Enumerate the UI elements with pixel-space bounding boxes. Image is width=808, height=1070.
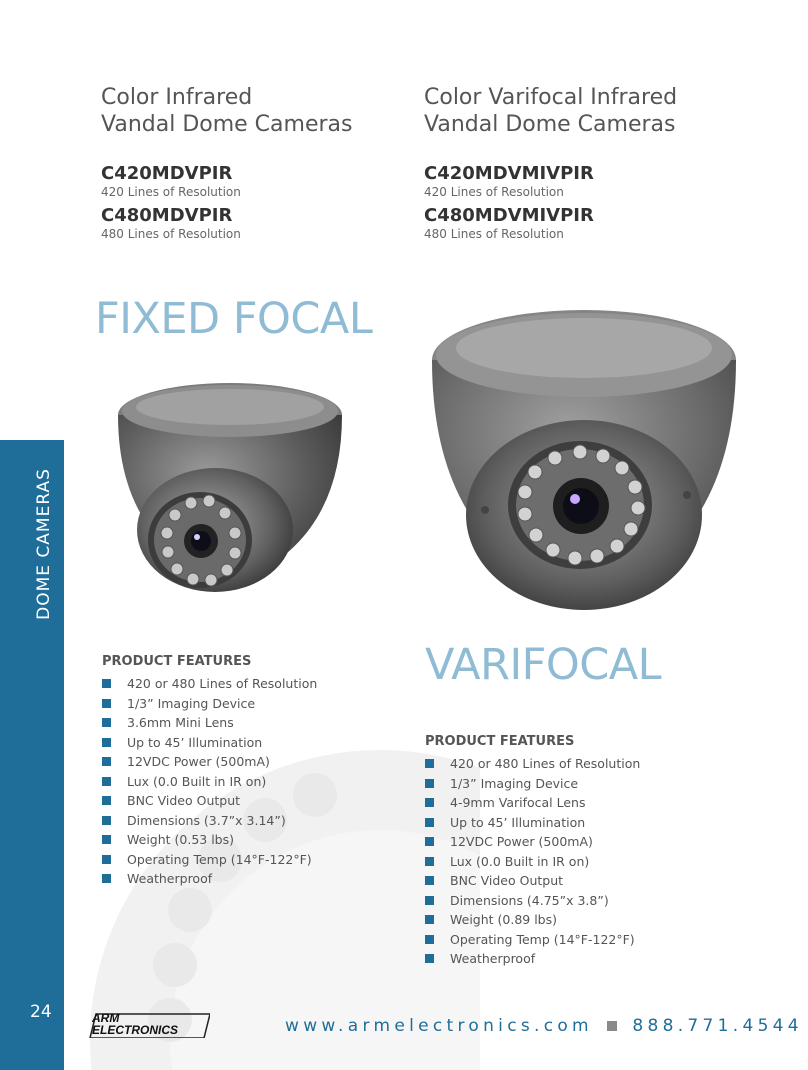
left-heading-line2: Vandal Dome Cameras (101, 112, 353, 137)
list-item: Weight (0.89 lbs) (425, 910, 745, 930)
right-header (424, 84, 784, 247)
list-item: 1/3” Imaging Device (102, 694, 402, 714)
bullet-square-icon (102, 816, 111, 825)
footer-contact (285, 1016, 803, 1036)
fixed-focal-camera-image (105, 375, 355, 600)
list-item: Lux (0.0 Built in IR on) (425, 852, 745, 872)
left-heading-line1: Color Infrared (101, 85, 253, 110)
arm-electronics-logo (86, 1008, 210, 1038)
varifocal-label: VARIFOCAL (425, 640, 662, 690)
list-item: Weight (0.53 lbs) (102, 830, 402, 850)
left-resolution-2: 480 Lines of Resolution (101, 227, 241, 241)
bullet-square-icon (102, 796, 111, 805)
right-resolution-2: 480 Lines of Resolution (424, 227, 564, 241)
list-item: BNC Video Output (425, 871, 745, 891)
left-model-2: C480MDVPIR (101, 205, 233, 226)
list-item: 420 or 480 Lines of Resolution (425, 754, 745, 774)
right-heading-line2: Vandal Dome Cameras (424, 112, 676, 137)
list-item: 12VDC Power (500mA) (102, 752, 402, 772)
right-resolution-1: 420 Lines of Resolution (424, 185, 564, 199)
list-item: Operating Temp (14°F-122°F) (425, 930, 745, 950)
list-item: Up to 45’ Illumination (102, 733, 402, 753)
bullet-square-icon (425, 798, 434, 807)
bullet-square-icon (425, 818, 434, 827)
left-features-title: PRODUCT FEATURES (102, 654, 252, 669)
list-item: Operating Temp (14°F-122°F) (102, 850, 402, 870)
right-model-1: C420MDVMIVPIR (424, 163, 594, 184)
right-features-title: PRODUCT FEATURES (425, 734, 575, 749)
bullet-square-icon (102, 777, 111, 786)
right-model-2: C480MDVMIVPIR (424, 205, 594, 226)
varifocal-camera-image (425, 300, 743, 620)
list-item: 420 or 480 Lines of Resolution (102, 674, 402, 694)
list-item: Lux (0.0 Built in IR on) (102, 772, 402, 792)
bullet-square-icon (102, 757, 111, 766)
bullet-square-icon (102, 835, 111, 844)
page-number: 24 (30, 1002, 52, 1022)
list-item: Dimensions (4.75”x 3.8”) (425, 891, 745, 911)
phone-number: 888.771.4544 (632, 1016, 803, 1036)
list-item: Up to 45’ Illumination (425, 813, 745, 833)
right-features (425, 734, 745, 969)
separator-square-icon (607, 1021, 617, 1031)
list-item: 4-9mm Varifocal Lens (425, 793, 745, 813)
bullet-square-icon (425, 954, 434, 963)
bullet-square-icon (102, 874, 111, 883)
list-item: 12VDC Power (500mA) (425, 832, 745, 852)
svg-text:ELECTRONICS: ELECTRONICS (92, 1023, 179, 1037)
right-features-list (425, 754, 745, 969)
left-features-list (102, 674, 402, 889)
list-item: Weatherproof (102, 869, 402, 889)
bullet-square-icon (425, 759, 434, 768)
bullet-square-icon (425, 935, 434, 944)
bullet-square-icon (425, 837, 434, 846)
fixed-focal-label: FIXED FOCAL (95, 294, 373, 344)
bullet-square-icon (425, 896, 434, 905)
left-header (101, 84, 401, 247)
bullet-square-icon (102, 699, 111, 708)
list-item: BNC Video Output (102, 791, 402, 811)
bullet-square-icon (425, 915, 434, 924)
svg-text:ARM: ARM (92, 1011, 120, 1025)
bullet-square-icon (425, 876, 434, 885)
right-heading-line1: Color Varifocal Infrared (424, 85, 678, 110)
bullet-square-icon (425, 779, 434, 788)
left-resolution-1: 420 Lines of Resolution (101, 185, 241, 199)
side-tab-label: DOME CAMERAS (34, 468, 54, 620)
list-item: Weatherproof (425, 949, 745, 969)
list-item: 1/3” Imaging Device (425, 774, 745, 794)
left-model-1: C420MDVPIR (101, 163, 233, 184)
list-item: Dimensions (3.7”x 3.14”) (102, 811, 402, 831)
bullet-square-icon (102, 855, 111, 864)
list-item: 3.6mm Mini Lens (102, 713, 402, 733)
bullet-square-icon (102, 738, 111, 747)
website-link[interactable]: www.armelectronics.com (285, 1016, 593, 1036)
bullet-square-icon (425, 857, 434, 866)
left-features (102, 654, 402, 889)
bullet-square-icon (102, 718, 111, 727)
bullet-square-icon (102, 679, 111, 688)
